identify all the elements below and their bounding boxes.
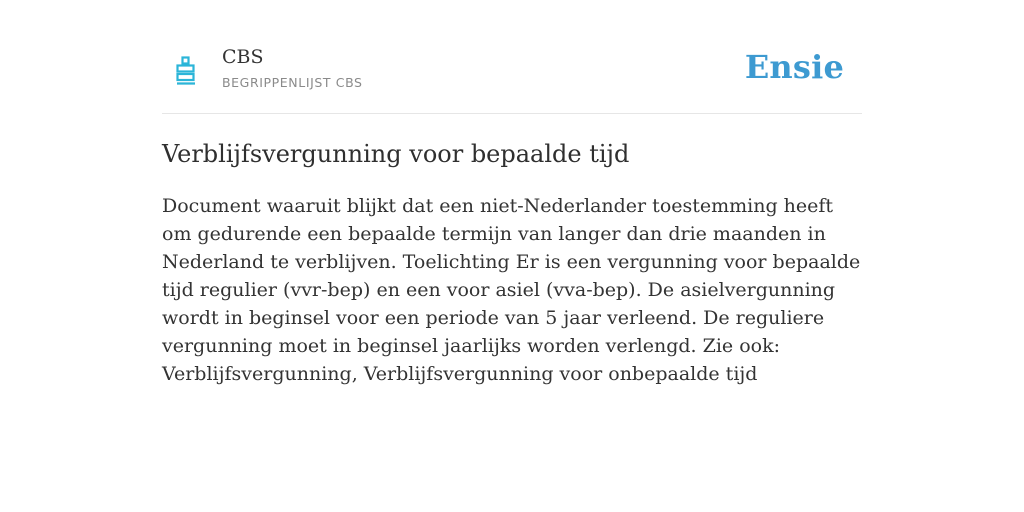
term-definition: Document waaruit blijkt dat een niet-Nederlander toestemming heeft om gedurende een bepaalde termijn van langer dan drie maanden in Nederland te verblijven. Toelichting Er is een vergunning voor bepaalde tijd regulier (vvr-bep) en een voor asiel (vva-bep). De asielvergunning wordt in beginsel voor een periode van 5 jaar verleend. De reguliere vergunning moet in beginsel jaarlijks worden verlengd. Zie ook: Verblijfsvergunning, Verblijfsvergunning voor onbepaalde tijd: [162, 195, 861, 385]
cbs-logo-icon[interactable]: [176, 56, 196, 86]
org-name[interactable]: CBS: [222, 46, 264, 68]
page-card: [162, 0, 862, 388]
page-header: [162, 0, 862, 114]
ensie-logo[interactable]: Ensie: [744, 48, 844, 86]
org-subtitle[interactable]: BEGRIPPENLIJST CBS: [222, 75, 363, 90]
term-title: Verblijfsvergunning voor bepaalde tijd: [162, 140, 630, 168]
